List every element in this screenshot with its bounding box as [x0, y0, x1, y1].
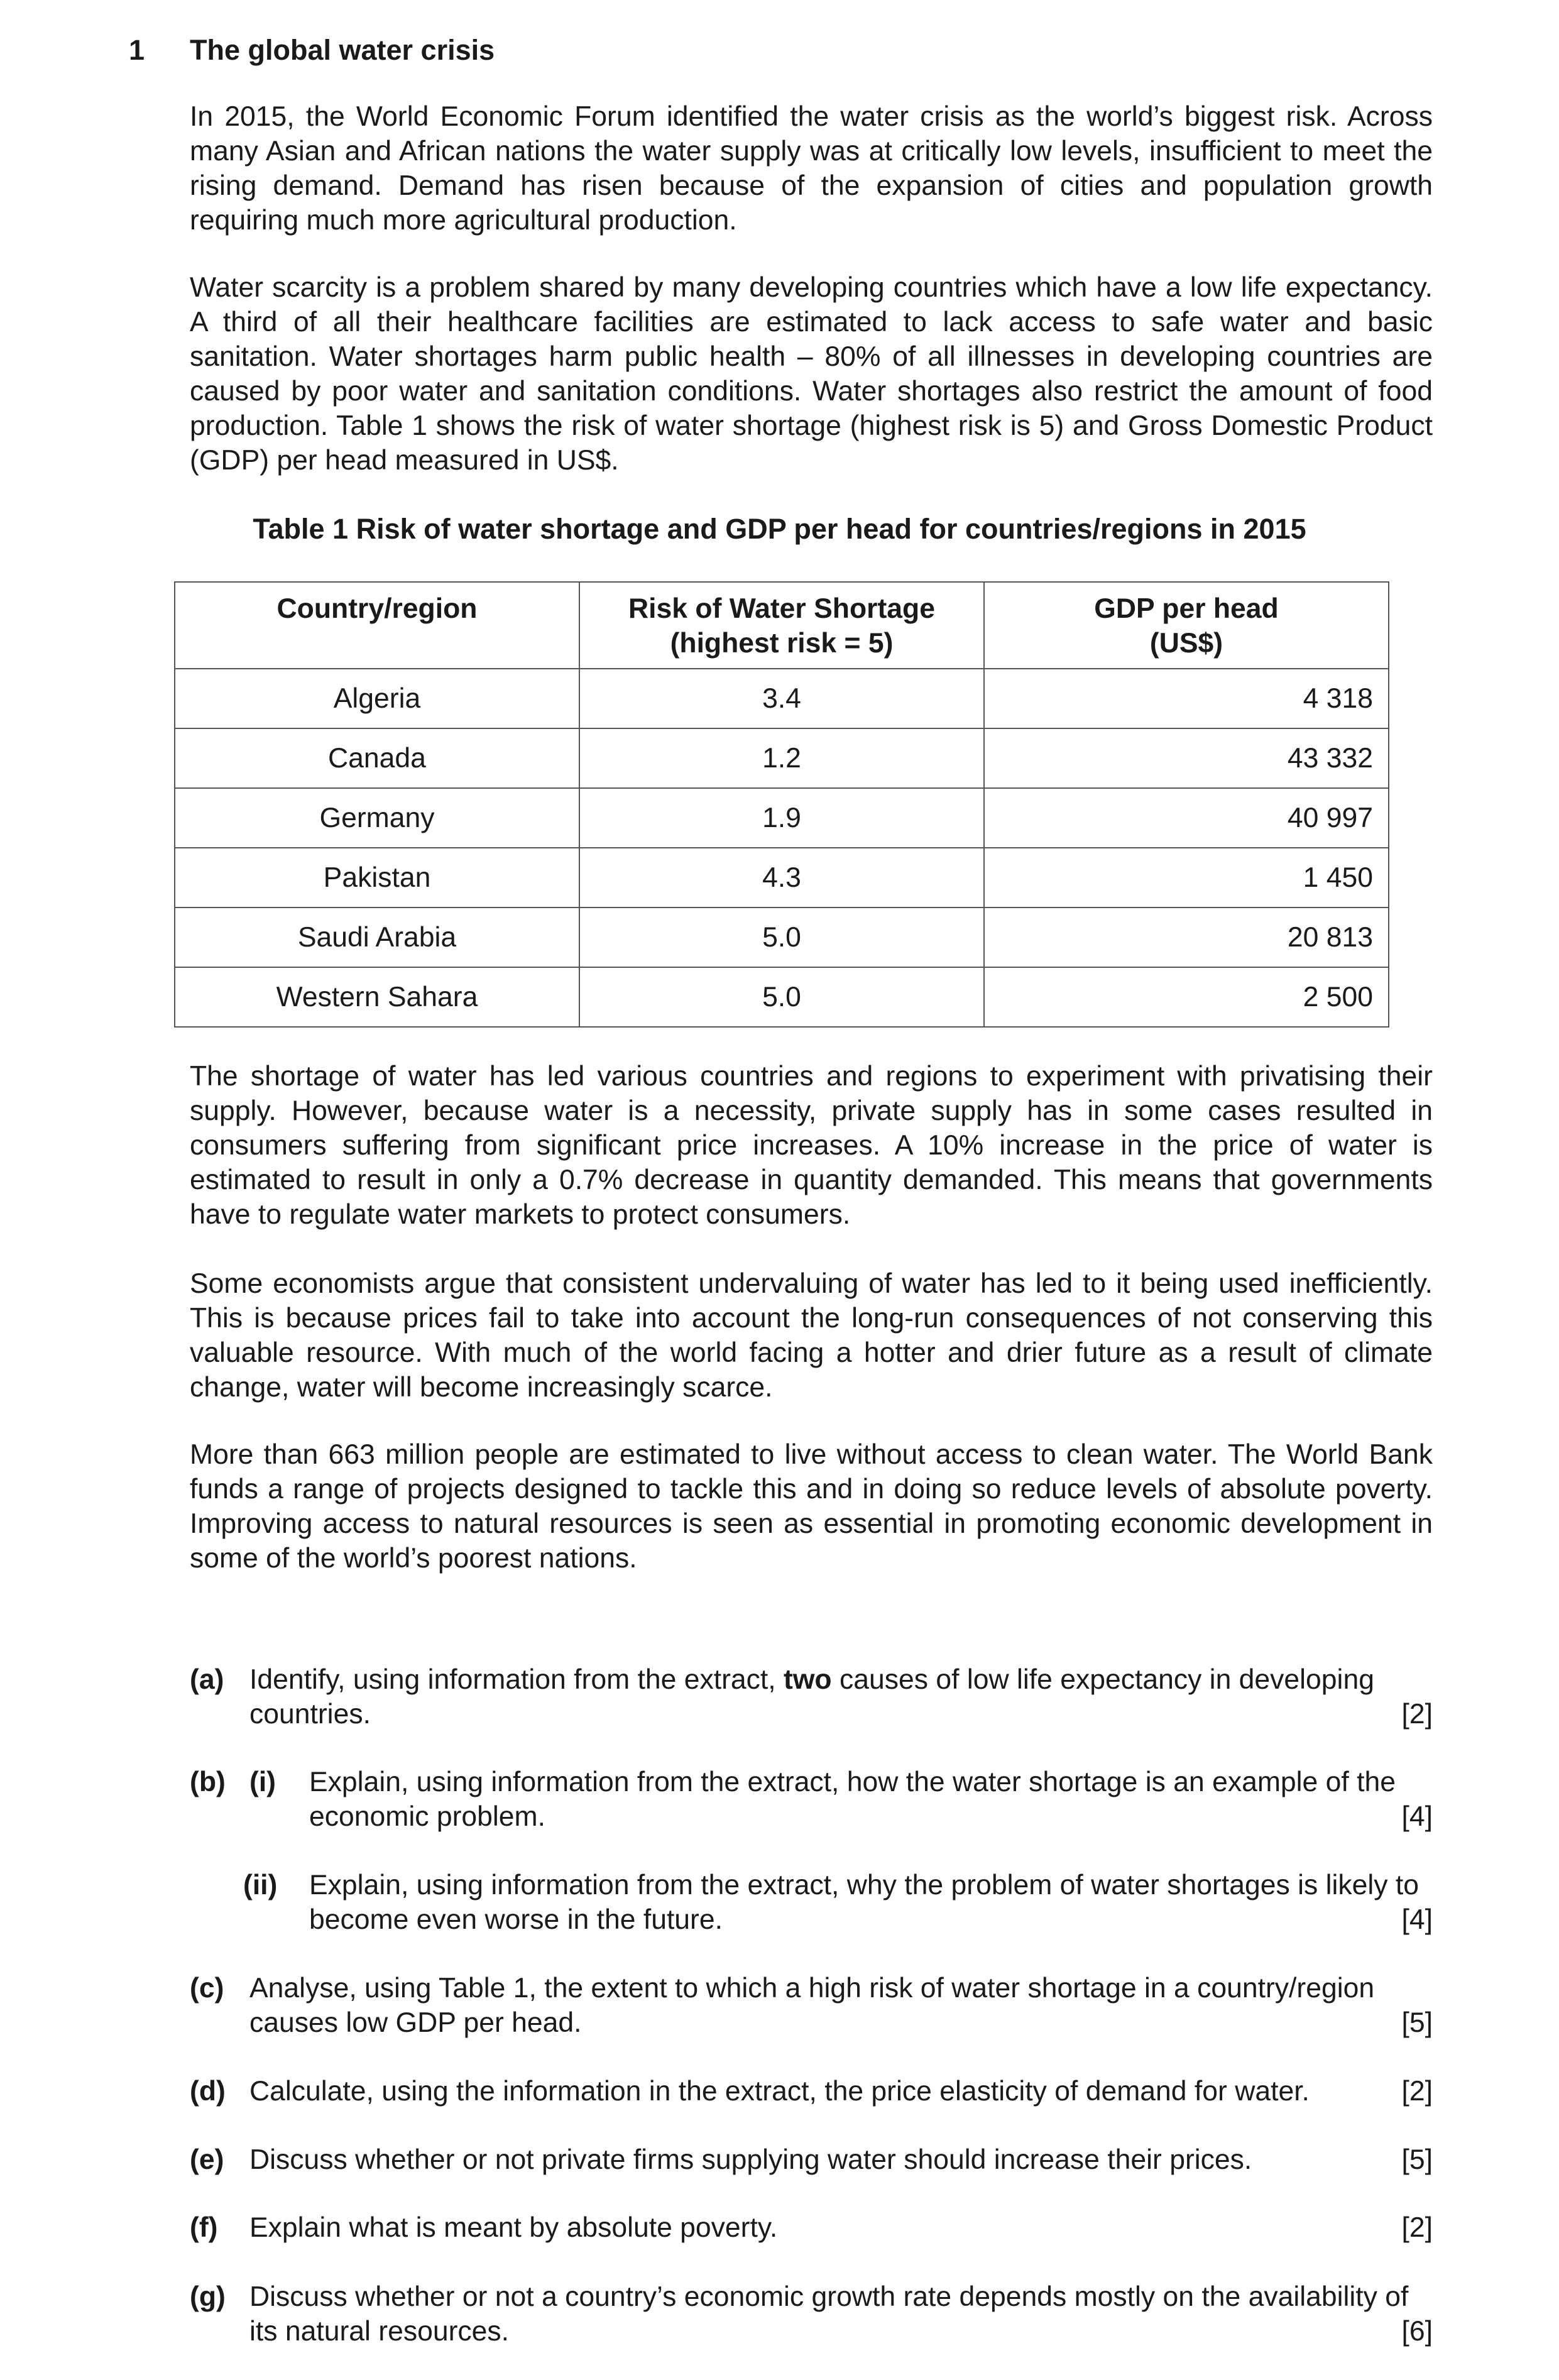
question-d-label: (d)	[190, 2076, 226, 2107]
question-d	[190, 2074, 1433, 2109]
question-b-label: (b)	[190, 1767, 226, 1797]
question-a-label: (a)	[190, 1664, 224, 1695]
cell-country: Saudi Arabia	[175, 908, 579, 967]
extract-paragraph-1: In 2015, the World Economic Forum identified the water crisis as the world’s biggest risk. Across many Asian and African nations the water supply was at critically low levels, insufficient to meet the rising demand. Demand has risen because of the expansion of cities and population growth requiring much more agricultural production.	[190, 101, 1433, 236]
table-row	[175, 848, 1389, 908]
table-row	[175, 908, 1389, 967]
cell-country: Algeria	[175, 669, 579, 728]
question-c-text: Analyse, using Table 1, the extent to which a high risk of water shortage in a country/region causes low GDP per head.	[249, 1973, 1375, 2038]
question-b-i-mark: [4]	[1401, 1801, 1433, 1832]
question-g	[190, 2279, 1433, 2349]
question-g-label: (g)	[190, 2281, 226, 2312]
question-b-ii-text: Explain, using information from the extract, why the problem of water shortages is likely to become even worse in the future.	[309, 1870, 1419, 1935]
question-e-label: (e)	[190, 2144, 224, 2175]
extract-paragraph-5: More than 663 million people are estimated to live without access to clean water. The World Bank funds a range of projects designed to tackle this and in doing so reduce levels of absolute poverty. Improving access to natural resources is seen as essential in promoting economic development in some of the world’s poorest nations.	[190, 1439, 1433, 1574]
header-gdp: GDP per head (US$)	[984, 582, 1389, 669]
table-row	[175, 728, 1389, 788]
question-c-mark: [5]	[1401, 2007, 1433, 2038]
question-title: The global water crisis	[190, 34, 495, 66]
question-b-i-text: Explain, using information from the extract, how the water shortage is an example of the economic problem.	[309, 1767, 1396, 1832]
header-risk: Risk of Water Shortage (highest risk = 5)	[579, 582, 984, 669]
question-g-text: Discuss whether or not a country’s economic growth rate depends mostly on the availability of its natural resources.	[249, 2281, 1409, 2347]
risk-gdp-table	[174, 581, 1389, 1028]
table-row	[175, 669, 1389, 728]
question-b-ii-label: (ii)	[243, 1870, 278, 1900]
question-f-mark: [2]	[1401, 2212, 1433, 2243]
cell-gdp: 20 813	[984, 908, 1389, 967]
question-b-i-label: (i)	[249, 1767, 276, 1797]
question-b-ii-mark: [4]	[1401, 1904, 1433, 1935]
question-f-text: Explain what is meant by absolute poverty.	[249, 2212, 778, 2243]
question-g-mark: [6]	[1401, 2316, 1433, 2347]
question-number: 1	[129, 34, 145, 66]
question-c	[190, 1971, 1433, 2040]
cell-risk: 5.0	[579, 908, 984, 967]
cell-gdp: 1 450	[984, 848, 1389, 908]
question-d-text: Calculate, using the information in the extract, the price elasticity of demand for water.	[249, 2076, 1310, 2107]
cell-risk: 4.3	[579, 848, 984, 908]
extract-paragraph-4: Some economists argue that consistent undervaluing of water has led to it being used inefficiently. This is because prices fail to take into account the long-run consequences of not conserving this valuable resource. With much of the world facing a hotter and drier future as a result of climate change, water will become increasingly scarce.	[190, 1268, 1433, 1403]
cell-gdp: 4 318	[984, 669, 1389, 728]
header-country: Country/region	[175, 582, 579, 669]
question-a-mark: [2]	[1401, 1699, 1433, 1730]
cell-gdp: 2 500	[984, 967, 1389, 1027]
extract-paragraph-3: The shortage of water has led various countries and regions to experiment with privatising their supply. However, because water is a necessity, private supply has in some cases resulted in consumers suffering from significant price increases. A 10% increase in the price of water is estimated to result in only a 0.7% decrease in quantity demanded. This means that governments have to regulate water markets to protect consumers.	[190, 1061, 1433, 1230]
question-b-i	[190, 1765, 1433, 1834]
question-b-ii	[190, 1868, 1433, 1937]
table-row	[175, 967, 1389, 1027]
table-row	[175, 788, 1389, 848]
cell-risk: 1.2	[579, 728, 984, 788]
cell-country: Western Sahara	[175, 967, 579, 1027]
table-header-row	[175, 582, 1389, 669]
question-f	[190, 2210, 1433, 2245]
cell-country: Canada	[175, 728, 579, 788]
table-caption: Table 1 Risk of water shortage and GDP per head for countries/regions in 2015	[253, 513, 1306, 545]
cell-risk: 5.0	[579, 967, 984, 1027]
question-a	[190, 1662, 1433, 1731]
cell-risk: 3.4	[579, 669, 984, 728]
question-f-label: (f)	[190, 2212, 218, 2243]
question-e-text: Discuss whether or not private firms supplying water should increase their prices.	[249, 2144, 1252, 2175]
cell-country: Germany	[175, 788, 579, 848]
question-c-label: (c)	[190, 1973, 224, 2004]
question-e-mark: [5]	[1401, 2144, 1433, 2175]
cell-risk: 1.9	[579, 788, 984, 848]
question-a-text: Identify, using information from the extract, two causes of low life expectancy in developing countries.	[249, 1664, 1374, 1730]
question-d-mark: [2]	[1401, 2076, 1433, 2107]
cell-gdp: 43 332	[984, 728, 1389, 788]
cell-gdp: 40 997	[984, 788, 1389, 848]
extract-paragraph-2: Water scarcity is a problem shared by many developing countries which have a low life expectancy. A third of all their healthcare facilities are estimated to lack access to safe water and basic sanitation. Water shortages harm public health – 80% of all illnesses in developing countries are caused by poor water and sanitation conditions. Water shortages also restrict the amount of food production. Table 1 shows the risk of water shortage (highest risk is 5) and Gross Domestic Product (GDP) per head measured in US$.	[190, 272, 1433, 476]
cell-country: Pakistan	[175, 848, 579, 908]
question-e	[190, 2142, 1433, 2177]
